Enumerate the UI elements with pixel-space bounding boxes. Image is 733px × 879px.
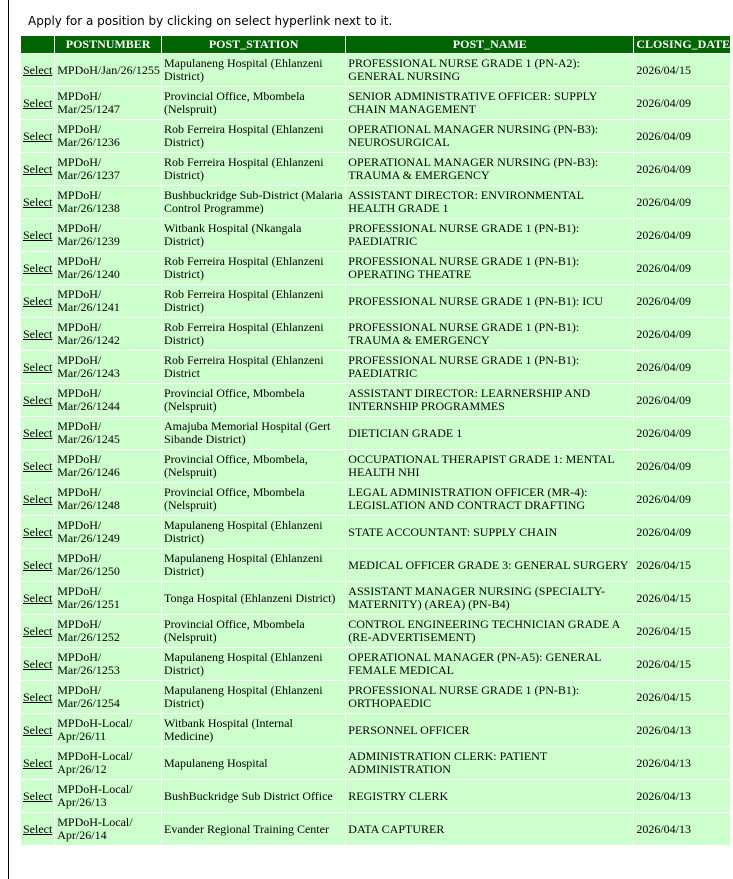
post-name: PROFESSIONAL NURSE GRADE 1 (PN-B1): ICU bbox=[346, 285, 633, 317]
post-station: Rob Ferreira Hospital (Ehlanzeni District) bbox=[162, 285, 345, 317]
select-cell bbox=[21, 252, 54, 284]
closing-date: 2026/04/09 bbox=[634, 153, 730, 185]
table-header-row bbox=[21, 36, 730, 53]
post-station: Mapulaneng Hospital (Ehlanzeni District) bbox=[162, 681, 345, 713]
closing-date: 2026/04/15 bbox=[634, 681, 730, 713]
post-station: Witbank Hospital (Nkangala District) bbox=[162, 219, 345, 251]
post-name: PROFESSIONAL NURSE GRADE 1 (PN-B1): PAEDIATRIC bbox=[346, 351, 633, 383]
table-row bbox=[21, 318, 730, 350]
post-number: MPDoH/ Mar/26/1252 bbox=[55, 615, 161, 647]
table-row bbox=[21, 417, 730, 449]
select-link[interactable]: Select bbox=[23, 623, 53, 638]
post-station: Mapulaneng Hospital (Ehlanzeni District) bbox=[162, 516, 345, 548]
post-station: Evander Regional Training Center bbox=[162, 813, 345, 845]
select-cell bbox=[21, 87, 54, 119]
closing-date: 2026/04/09 bbox=[634, 417, 730, 449]
post-name: PROFESSIONAL NURSE GRADE 1 (PN-A2): GENERAL NURSING bbox=[346, 54, 633, 86]
post-number: MPDoH/ Mar/26/1238 bbox=[55, 186, 161, 218]
table-row bbox=[21, 714, 730, 746]
post-name: MEDICAL OFFICER GRADE 3: GENERAL SURGERY bbox=[346, 549, 633, 581]
post-name: OCCUPATIONAL THERAPIST GRADE 1: MENTAL HEALTH NHI bbox=[346, 450, 633, 482]
post-station: Provincial Office, Mbombela (Nelspruit) bbox=[162, 384, 345, 416]
closing-date: 2026/04/09 bbox=[634, 318, 730, 350]
post-number: MPDoH/ Mar/26/1245 bbox=[55, 417, 161, 449]
select-link[interactable]: Select bbox=[23, 524, 53, 539]
post-station: Rob Ferreira Hospital (Ehlanzeni District) bbox=[162, 153, 345, 185]
select-cell bbox=[21, 747, 54, 779]
post-number: MPDoH/ Mar/26/1242 bbox=[55, 318, 161, 350]
closing-date: 2026/04/09 bbox=[634, 516, 730, 548]
select-cell bbox=[21, 780, 54, 812]
select-link[interactable]: Select bbox=[23, 788, 53, 803]
table-row bbox=[21, 219, 730, 251]
post-name: PROFESSIONAL NURSE GRADE 1 (PN-B1): PAEDIATRIC bbox=[346, 219, 633, 251]
post-station: Witbank Hospital (Internal Medicine) bbox=[162, 714, 345, 746]
closing-date: 2026/04/13 bbox=[634, 747, 730, 779]
closing-date: 2026/04/09 bbox=[634, 483, 730, 515]
closing-date: 2026/04/15 bbox=[634, 582, 730, 614]
post-name: STATE ACCOUNTANT: SUPPLY CHAIN bbox=[346, 516, 633, 548]
post-number: MPDoH/ Mar/26/1240 bbox=[55, 252, 161, 284]
post-number: MPDoH/ Mar/26/1241 bbox=[55, 285, 161, 317]
header-post-station: POST_STATION bbox=[162, 36, 345, 53]
post-name: ASSISTANT DIRECTOR: ENVIRONMENTAL HEALTH GRADE 1 bbox=[346, 186, 633, 218]
closing-date: 2026/04/15 bbox=[634, 648, 730, 680]
select-cell bbox=[21, 384, 54, 416]
select-link[interactable]: Select bbox=[23, 293, 53, 308]
select-link[interactable]: Select bbox=[23, 227, 53, 242]
post-name: DATA CAPTURER bbox=[346, 813, 633, 845]
post-station: Rob Ferreira Hospital (Ehlanzeni District) bbox=[162, 252, 345, 284]
select-link[interactable]: Select bbox=[23, 425, 53, 440]
post-name: OPERATIONAL MANAGER NURSING (PN-B3): TRAUMA & EMERGENCY bbox=[346, 153, 633, 185]
post-name: PERSONNEL OFFICER bbox=[346, 714, 633, 746]
table-row bbox=[21, 483, 730, 515]
closing-date: 2026/04/13 bbox=[634, 714, 730, 746]
table-row bbox=[21, 384, 730, 416]
closing-date: 2026/04/09 bbox=[634, 384, 730, 416]
instruction-text: Apply for a position by clicking on select hyperlink next to it. bbox=[28, 14, 393, 28]
post-number: MPDoH-Local/ Apr/26/12 bbox=[55, 747, 161, 779]
select-link[interactable]: Select bbox=[23, 326, 53, 341]
select-cell bbox=[21, 450, 54, 482]
select-cell bbox=[21, 483, 54, 515]
post-number: MPDoH/ Mar/26/1244 bbox=[55, 384, 161, 416]
closing-date: 2026/04/09 bbox=[634, 285, 730, 317]
table-row bbox=[21, 450, 730, 482]
post-station: Bushbuckridge Sub-District (Malaria Control Programme) bbox=[162, 186, 345, 218]
post-name: ASSISTANT MANAGER NURSING (SPECIALTY-MATERNITY) (AREA) (PN-B4) bbox=[346, 582, 633, 614]
table-row bbox=[21, 615, 730, 647]
closing-date: 2026/04/13 bbox=[634, 780, 730, 812]
select-link[interactable]: Select bbox=[23, 557, 53, 572]
select-cell bbox=[21, 582, 54, 614]
select-cell bbox=[21, 54, 54, 86]
select-link[interactable]: Select bbox=[23, 491, 53, 506]
select-link[interactable]: Select bbox=[23, 689, 53, 704]
select-link[interactable]: Select bbox=[23, 656, 53, 671]
select-cell bbox=[21, 120, 54, 152]
post-number: MPDoH/ Mar/25/1247 bbox=[55, 87, 161, 119]
closing-date: 2026/04/15 bbox=[634, 549, 730, 581]
post-name: LEGAL ADMINISTRATION OFFICER (MR-4): LEGISLATION AND CONTRACT DRAFTING bbox=[346, 483, 633, 515]
select-link[interactable]: Select bbox=[23, 161, 53, 176]
table-row bbox=[21, 582, 730, 614]
select-cell bbox=[21, 516, 54, 548]
post-name: ADMINISTRATION CLERK: PATIENT ADMINISTRATION bbox=[346, 747, 633, 779]
select-cell bbox=[21, 153, 54, 185]
closing-date: 2026/04/09 bbox=[634, 252, 730, 284]
post-name: CONTROL ENGINEERING TECHNICIAN GRADE A (RE-ADVERTISEMENT) bbox=[346, 615, 633, 647]
table-row bbox=[21, 780, 730, 812]
post-number: MPDoH/ Mar/26/1249 bbox=[55, 516, 161, 548]
post-station: BushBuckridge Sub District Office bbox=[162, 780, 345, 812]
post-station: Amajuba Memorial Hospital (Gert Sibande District) bbox=[162, 417, 345, 449]
post-number: MPDoH/ Mar/26/1254 bbox=[55, 681, 161, 713]
select-cell bbox=[21, 351, 54, 383]
table-row bbox=[21, 87, 730, 119]
post-number: MPDoH/ Mar/26/1246 bbox=[55, 450, 161, 482]
post-station: Mapulaneng Hospital bbox=[162, 747, 345, 779]
page-left-border bbox=[8, 0, 9, 879]
table-row bbox=[21, 648, 730, 680]
select-cell bbox=[21, 648, 54, 680]
closing-date: 2026/04/09 bbox=[634, 219, 730, 251]
post-number: MPDoH/ Mar/26/1250 bbox=[55, 549, 161, 581]
closing-date: 2026/04/09 bbox=[634, 351, 730, 383]
post-station: Rob Ferreira Hospital (Ehlanzeni District bbox=[162, 351, 345, 383]
post-number: MPDoH/ Mar/26/1239 bbox=[55, 219, 161, 251]
header-postnumber: POSTNUMBER bbox=[55, 36, 161, 53]
post-name: ASSISTANT DIRECTOR: LEARNERSHIP AND INTERNSHIP PROGRAMMES bbox=[346, 384, 633, 416]
select-link[interactable]: Select bbox=[23, 590, 53, 605]
table-row bbox=[21, 252, 730, 284]
select-cell bbox=[21, 186, 54, 218]
post-number: MPDoH/Jan/26/1255 bbox=[55, 54, 161, 86]
closing-date: 2026/04/09 bbox=[634, 87, 730, 119]
post-number: MPDoH/ Mar/26/1237 bbox=[55, 153, 161, 185]
table-row bbox=[21, 285, 730, 317]
post-number: MPDoH/ Mar/26/1243 bbox=[55, 351, 161, 383]
post-station: Mapulaneng Hospital (Ehlanzeni District) bbox=[162, 648, 345, 680]
select-link[interactable]: Select bbox=[23, 392, 53, 407]
post-station: Provincial Office, Mbombela (Nelspruit) bbox=[162, 483, 345, 515]
select-link[interactable]: Select bbox=[23, 194, 53, 209]
select-link[interactable]: Select bbox=[23, 755, 53, 770]
vacancies-table bbox=[20, 35, 731, 846]
post-name: PROFESSIONAL NURSE GRADE 1 (PN-B1): ORTHOPAEDIC bbox=[346, 681, 633, 713]
post-name: OPERATIONAL MANAGER (PN-A5): GENERAL FEMALE MEDICAL bbox=[346, 648, 633, 680]
closing-date: 2026/04/13 bbox=[634, 813, 730, 845]
select-link[interactable]: Select bbox=[23, 260, 53, 275]
header-post-name: POST_NAME bbox=[346, 36, 633, 53]
post-station: Mapulaneng Hospital (Ehlanzeni District) bbox=[162, 54, 345, 86]
table-row bbox=[21, 681, 730, 713]
select-link[interactable]: Select bbox=[23, 359, 53, 374]
closing-date: 2026/04/09 bbox=[634, 186, 730, 218]
table-row bbox=[21, 351, 730, 383]
table-row bbox=[21, 54, 730, 86]
post-station: Provincial Office, Mbombela, (Nelspruit) bbox=[162, 450, 345, 482]
post-name: REGISTRY CLERK bbox=[346, 780, 633, 812]
header-closing-date: CLOSING_DATE bbox=[636, 37, 730, 51]
table-row bbox=[21, 516, 730, 548]
table-row bbox=[21, 747, 730, 779]
select-cell bbox=[21, 318, 54, 350]
post-number: MPDoH-Local/ Apr/26/13 bbox=[55, 780, 161, 812]
select-link[interactable]: Select bbox=[23, 821, 53, 836]
post-number: MPDoH/ Mar/26/1253 bbox=[55, 648, 161, 680]
post-name: PROFESSIONAL NURSE GRADE 1 (PN-B1): OPERATING THEATRE bbox=[346, 252, 633, 284]
select-link[interactable]: Select bbox=[23, 722, 53, 737]
post-station: Provincial Office, Mbombela (Nelspruit) bbox=[162, 615, 345, 647]
select-cell bbox=[21, 219, 54, 251]
select-cell bbox=[21, 714, 54, 746]
table-row bbox=[21, 813, 730, 845]
closing-date: 2026/04/09 bbox=[634, 450, 730, 482]
table-row bbox=[21, 153, 730, 185]
select-cell bbox=[21, 813, 54, 845]
post-name: PROFESSIONAL NURSE GRADE 1 (PN-B1): TRAUMA & EMERGENCY bbox=[346, 318, 633, 350]
closing-date: 2026/04/09 bbox=[634, 120, 730, 152]
table-row bbox=[21, 549, 730, 581]
header-select bbox=[21, 36, 54, 53]
post-number: MPDoH/ Mar/26/1236 bbox=[55, 120, 161, 152]
post-station: Provincial Office, Mbombela (Nelspruit) bbox=[162, 87, 345, 119]
post-station: Rob Ferreira Hospital (Ehlanzeni District) bbox=[162, 318, 345, 350]
closing-date: 2026/04/15 bbox=[634, 54, 730, 86]
select-cell bbox=[21, 681, 54, 713]
select-link[interactable]: Select bbox=[23, 128, 53, 143]
select-cell bbox=[21, 417, 54, 449]
table-row bbox=[21, 186, 730, 218]
post-station: Mapulaneng Hospital (Ehlanzeni District) bbox=[162, 549, 345, 581]
post-name: OPERATIONAL MANAGER NURSING (PN-B3): NEUROSURGICAL bbox=[346, 120, 633, 152]
select-link[interactable]: Select bbox=[23, 458, 53, 473]
post-number: MPDoH/ Mar/26/1248 bbox=[55, 483, 161, 515]
table-row bbox=[21, 120, 730, 152]
select-link[interactable]: Select bbox=[23, 62, 53, 77]
post-number: MPDoH-Local/ Apr/26/11 bbox=[55, 714, 161, 746]
post-name: SENIOR ADMINISTRATIVE OFFICER: SUPPLY CHAIN MANAGEMENT bbox=[346, 87, 633, 119]
select-cell bbox=[21, 615, 54, 647]
post-number: MPDoH-Local/ Apr/26/14 bbox=[55, 813, 161, 845]
closing-date: 2026/04/15 bbox=[634, 615, 730, 647]
post-station: Rob Ferreira Hospital (Ehlanzeni District) bbox=[162, 120, 345, 152]
select-cell bbox=[21, 549, 54, 581]
select-link[interactable]: Select bbox=[23, 95, 53, 110]
post-number: MPDoH/ Mar/26/1251 bbox=[55, 582, 161, 614]
post-station: Tonga Hospital (Ehlanzeni District) bbox=[162, 582, 345, 614]
post-name: DIETICIAN GRADE 1 bbox=[346, 417, 633, 449]
select-cell bbox=[21, 285, 54, 317]
